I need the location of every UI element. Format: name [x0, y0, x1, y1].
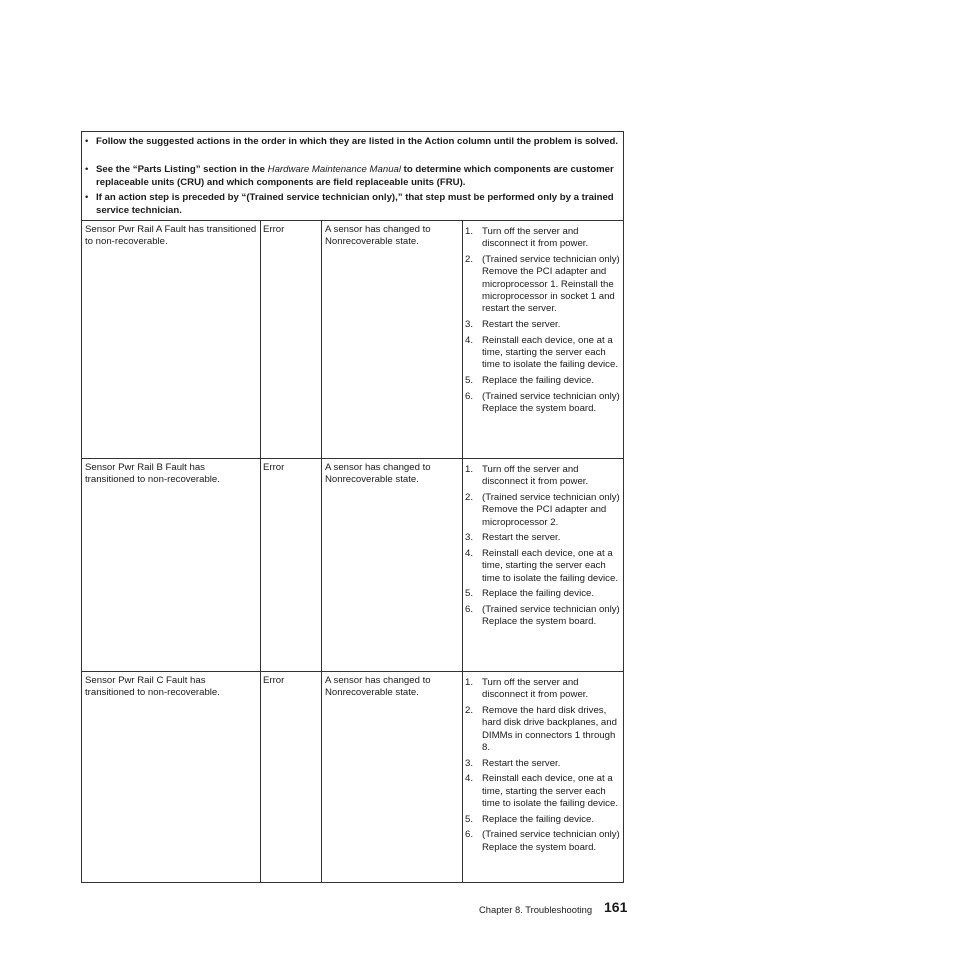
- type-cell: Error: [263, 224, 285, 235]
- explanation-cell: A sensor has changed to Nonrecoverable state.: [325, 675, 431, 699]
- action-step: 5. Replace the failing device.: [465, 374, 594, 386]
- chapter-label: Chapter 8. Troubleshooting: [479, 904, 593, 915]
- column-divider: [321, 459, 322, 671]
- note-2: [85, 164, 620, 189]
- action-step: 1. Turn off the server and disconnect it from power.: [465, 677, 589, 701]
- action-step: 3. Restart the server.: [465, 757, 561, 769]
- type-cell: Error: [263, 462, 285, 473]
- explanation-cell: A sensor has changed to Nonrecoverable state.: [325, 224, 431, 248]
- action-step: 5. Replace the failing device.: [465, 588, 594, 600]
- explanation-cell: A sensor has changed to Nonrecoverable state.: [325, 462, 431, 486]
- table-row: [82, 458, 623, 671]
- action-step: 2. Remove the hard disk drives, hard disk drive backplanes, and DIMMs in connectors 1 through 8.: [465, 704, 617, 753]
- action-step: 4. Reinstall each device, one at a time, starting the server each time to isolate the failing device.: [465, 547, 618, 584]
- message-cell: Sensor Pwr Rail B Fault has transitioned to non-recoverable.: [85, 462, 220, 486]
- note-1-text: Follow the suggested actions in the order in which they are listed in the Action column until the problem is solved.: [96, 136, 619, 147]
- column-divider: [462, 221, 463, 458]
- column-divider: [462, 672, 463, 882]
- action-step: 5. Replace the failing device.: [465, 813, 594, 825]
- action-step: 3. Restart the server.: [465, 532, 561, 544]
- action-step: 3. Restart the server.: [465, 318, 561, 330]
- action-step: 4. Reinstall each device, one at a time, starting the server each time to isolate the failing device.: [465, 334, 618, 371]
- column-divider: [321, 672, 322, 882]
- column-divider: [260, 459, 261, 671]
- note-3: [85, 192, 620, 217]
- bullet: •: [85, 136, 89, 147]
- error-table: [81, 131, 624, 883]
- action-list: [465, 226, 622, 419]
- table-header-notes: [82, 132, 623, 221]
- action-step: 4. Reinstall each device, one at a time, starting the server each time to isolate the failing device.: [465, 773, 618, 809]
- action-list: [465, 677, 622, 857]
- action-step: 6. (Trained service technician only) Replace the system board.: [465, 390, 620, 414]
- column-divider: [321, 221, 322, 458]
- message-cell: Sensor Pwr Rail A Fault has transitioned to non-recoverable.: [85, 224, 257, 248]
- action-step: 1. Turn off the server and disconnect it from power.: [465, 464, 589, 488]
- note-2-mid: section in the: [200, 164, 268, 175]
- page-number: 161: [604, 899, 628, 915]
- column-divider: [260, 221, 261, 458]
- action-step: 2. (Trained service technician only) Remove the PCI adapter and microprocessor 2.: [465, 491, 620, 528]
- table-row: [82, 671, 623, 882]
- action-list: [465, 464, 622, 632]
- note-3-text: If an action step is preceded by “(Trained service technician only),” that step must be performed only by a trained service technician.: [96, 192, 614, 216]
- action-step: 1. Turn off the server and disconnect it from power.: [465, 226, 589, 250]
- type-cell: Error: [263, 675, 285, 686]
- bullet: •: [85, 192, 89, 203]
- note-2-post: to determine which components are customer replaceable units (CRU) and which components are field replaceable units (FRU).: [96, 164, 614, 188]
- note-1: [85, 136, 620, 149]
- column-divider: [260, 672, 261, 882]
- manual-title: Hardware Maintenance Manual: [267, 164, 401, 175]
- note-2-pre: See the: [96, 164, 133, 175]
- action-step: 6. (Trained service technician only) Replace the system board.: [465, 829, 620, 853]
- table-row: [82, 221, 623, 458]
- bullet: •: [85, 164, 89, 175]
- action-step: 6. (Trained service technician only) Replace the system board.: [465, 603, 620, 628]
- parts-listing-link[interactable]: “Parts Listing”: [132, 164, 201, 175]
- column-divider: [462, 459, 463, 671]
- message-cell: Sensor Pwr Rail C Fault has transitioned to non-recoverable.: [85, 675, 220, 699]
- action-step: 2. (Trained service technician only) Remove the PCI adapter and microprocessor 1. Reinstall the microprocessor in socket 1 and restart the server.: [465, 253, 620, 315]
